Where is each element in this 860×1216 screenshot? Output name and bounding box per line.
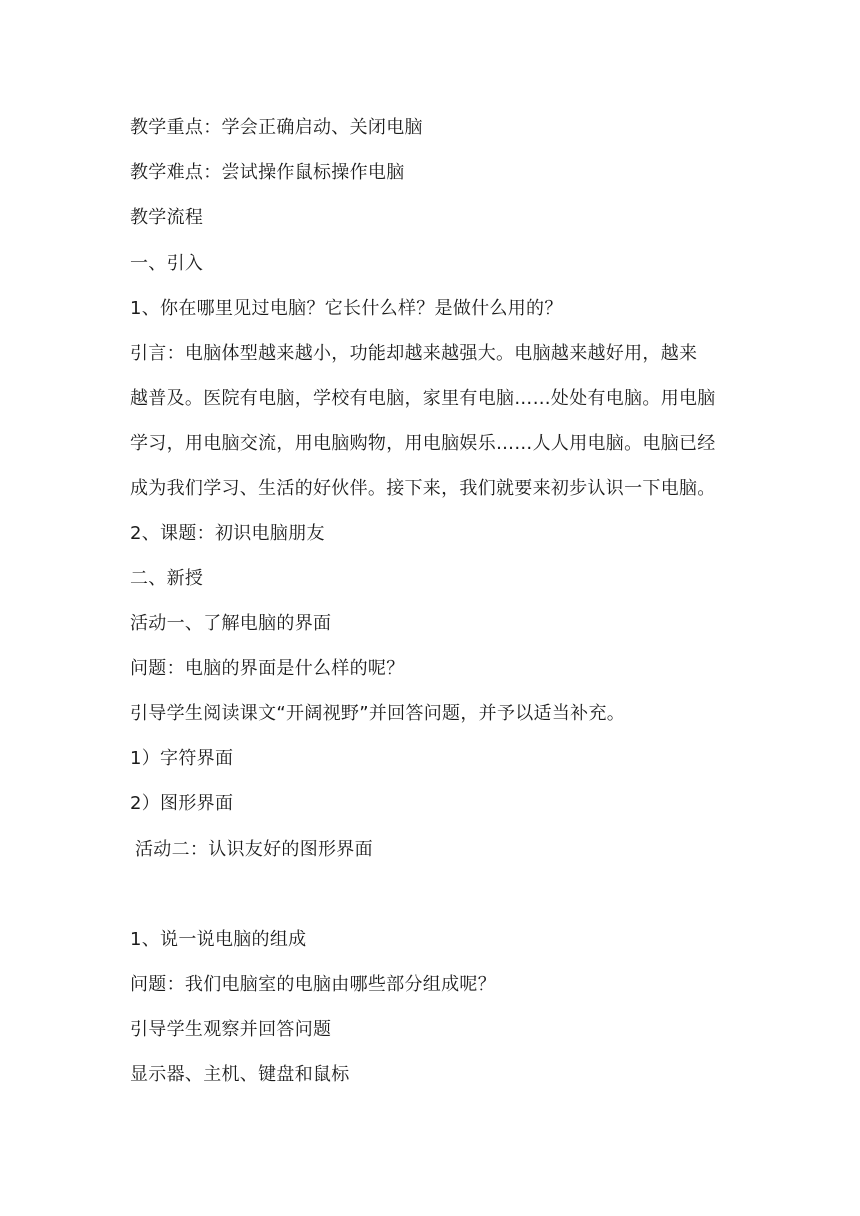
subsection-heading: 1、说一说电脑的组成 [130, 929, 307, 950]
paragraph-line: 学习，用电脑交流，用电脑购物，用电脑娱乐……人人用电脑。电脑已经 [130, 433, 716, 454]
teaching-process-heading: 教学流程 [130, 207, 204, 228]
answer-line: 显示器、主机、键盘和鼠标 [130, 1064, 350, 1085]
guidance-line: 引导学生观察并回答问题 [130, 1019, 332, 1040]
question-line: 问题：我们电脑室的电脑由哪些部分组成呢？ [130, 974, 496, 995]
question-line: 1、你在哪里见过电脑？它长什么样？是做什么用的？ [130, 298, 563, 319]
guidance-line: 引导学生阅读课文“开阔视野”并回答问题，并予以适当补充。 [130, 703, 626, 724]
list-item: 1）字符界面 [130, 748, 234, 769]
paragraph-line: 引言：电脑体型越来越小，功能却越来越强大。电脑越来越好用，越来 [130, 343, 698, 364]
list-item: 2）图形界面 [130, 793, 234, 814]
teaching-difficulty-line: 教学难点：尝试操作鼠标操作电脑 [130, 162, 405, 183]
activity-one-heading: 活动一、了解电脑的界面 [130, 613, 332, 634]
lesson-title-line: 2、课题：初识电脑朋友 [130, 523, 325, 544]
section-new-heading: 二、新授 [130, 568, 204, 589]
section-intro-heading: 一、引入 [130, 253, 204, 274]
activity-two-heading: 活动二：认识友好的图形界面 [135, 839, 373, 860]
question-line: 问题：电脑的界面是什么样的呢？ [130, 658, 405, 679]
paragraph-line: 越普及。医院有电脑，学校有电脑，家里有电脑……处处有电脑。用电脑 [130, 388, 716, 409]
teaching-focus-line: 教学重点：学会正确启动、关闭电脑 [130, 117, 423, 138]
paragraph-line: 成为我们学习、生活的好伙伴。接下来，我们就要来初步认识一下电脑。 [130, 478, 716, 499]
